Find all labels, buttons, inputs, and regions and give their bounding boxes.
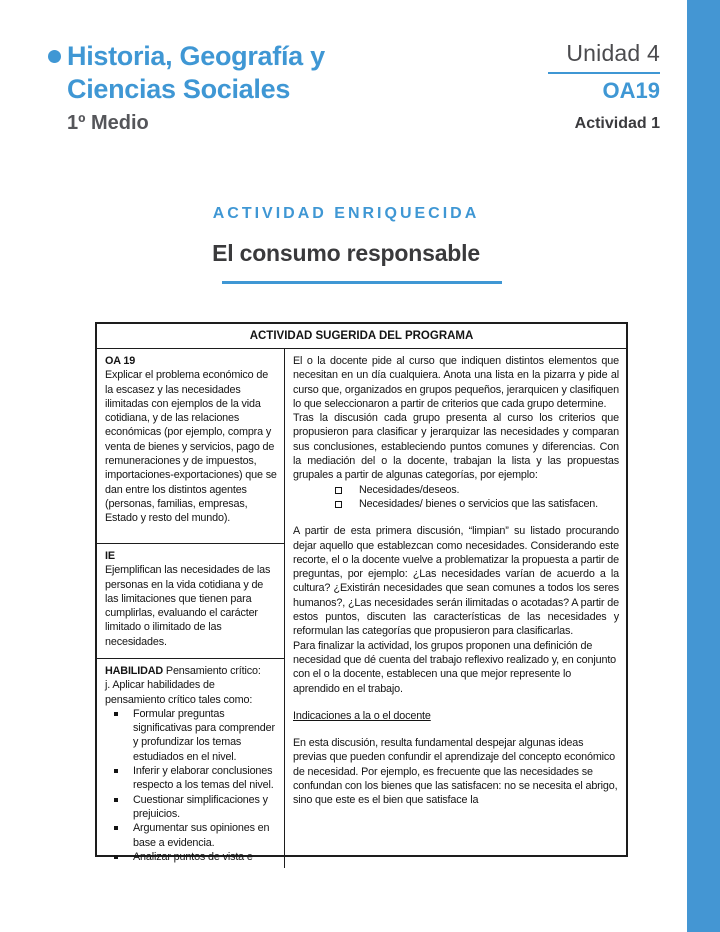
activity-paragraph-3: A partir de esta primera discusión, “limpian” su listado procurando dejar aquello que establezcan como necesidades. Considerando este recorte, el o la docente vuelve a problematizar la propuesta a partir de preguntas, por ejemplo: ¿Las necesidades varían de acuerdo a la cultura? ¿Existirán necesidades que sean comunes a todos los seres humanos?, ¿Las necesidades serán ilimitadas o acotadas? A partir de estos puntos, discuten las características de las necesidades y reformulan las categorías que propusieron para clasificarlas.	[293, 525, 619, 638]
activity-label: Actividad 1	[574, 115, 660, 132]
unit-block	[548, 40, 660, 133]
skill-bullet-list	[105, 707, 277, 864]
subject-text-block	[67, 40, 325, 135]
unit-label: Unidad 4	[566, 40, 660, 66]
table-cell-skill	[97, 659, 284, 868]
table-cell-ie	[97, 544, 284, 659]
grade-label: 1º Medio	[67, 112, 149, 134]
subject-title	[67, 40, 325, 106]
page-title: El consumo responsable	[212, 240, 480, 266]
accent-side-band	[687, 0, 720, 932]
activity-paragraph-4: Para finalizar la actividad, los grupos proponen una definición de necesidad que dé cuenta del trabajo reflexivo realizado y, en conjunto con el o la docente, establecen una que mejor represente lo aprendido en el trabajo.	[293, 639, 617, 695]
program-table	[95, 322, 628, 863]
unit-divider	[548, 72, 660, 74]
skill-bullet-item: Inferir y elaborar conclusiones respecto a los temas del nivel.	[133, 764, 277, 793]
skill-heading	[105, 664, 277, 678]
oa-label: OA 19	[105, 355, 136, 367]
subject-title-line1: Historia, Geografía y	[67, 41, 325, 71]
ie-description: Ejemplifican las necesidades de las personas en la vida cotidiana y de las limitaciones que tienen para cumplirlas, evaluando el carácter limitado o ilimitado de las necesidades.	[105, 564, 271, 648]
skill-bullet-item: Formular preguntas significativas para comprender y profundizar los temas estudiados en el nivel.	[133, 707, 277, 764]
subject-title-line2: Ciencias Sociales	[67, 74, 291, 104]
skill-title: Pensamiento crítico:	[165, 665, 261, 677]
bullet-dot-icon	[48, 50, 61, 63]
skill-bullet-item: Cuestionar simplificaciones y prejuicios.	[133, 793, 277, 822]
skill-label: HABILIDAD	[105, 665, 164, 677]
oa-code-label: OA19	[602, 78, 660, 103]
activity-kicker: ACTIVIDAD ENRIQUECIDA	[212, 205, 480, 222]
skill-bullet-item: Argumentar sus opiniones en base a evidencia.	[133, 821, 277, 850]
table-header: ACTIVIDAD SUGERIDA DEL PROGRAMA	[97, 324, 626, 349]
oa-description: Explicar el problema económico de la escasez y las necesidades ilimitadas con ejemplos de la vida cotidiana, y de las relaciones económicas (por ejemplo, compra y venta de bienes y servicios, pago de remuneraciones y de impuestos, importaciones-exportaciones) que se dan entre los distintos agentes (personas, familias, empresas, Estado y resto del mundo).	[105, 369, 277, 525]
subject-header	[48, 40, 325, 135]
activity-paragraph-2: Tras la discusión cada grupo presenta al curso los criterios que propusieron para clasificar y jerarquizar las necesidades y comparan sus conclusiones, estableciendo puntos comunes y diferencias. Con la mediación del o la docente, trabajan la lista y las propuestas grupales a partir de algunas categorías, por ejemplo:	[293, 412, 619, 482]
skill-bullet-item: Analizar puntos de vista e	[133, 850, 277, 864]
title-underline	[222, 281, 502, 284]
ie-label: IE	[105, 550, 115, 562]
category-bullet-list	[293, 483, 619, 512]
skill-intro: j. Aplicar habilidades de pensamiento crítico tales como:	[105, 679, 253, 706]
activity-paragraph-1: El o la docente pide al curso que indiquen distintos elementos que necesitan en un día cualquiera. Anota una lista en la pizarra y pide al curso que, organizados en grupos pequeños, jerarquicen y clasifiquen lo que seleccionaron a partir de criterios que cada grupo determine.	[293, 355, 619, 410]
indications-heading: Indicaciones a la o el docente	[293, 709, 431, 722]
activity-paragraph-5: En esta discusión, resulta fundamental despejar algunas ideas previas que pueden confundir el aprendizaje del concepto económico de necesidad. Por ejemplo, es frecuente que las necesidades se confundan con los bienes que las satisfacen: no se necesita el abrigo, sino que este es el bien que satisface la	[293, 737, 618, 807]
category-bullet-item: Necesidades/ bienes o servicios que las satisfacen.	[359, 497, 619, 511]
table-cell-oa	[97, 349, 284, 544]
table-cell-activity-description	[284, 349, 626, 868]
category-bullet-item: Necesidades/deseos.	[359, 483, 619, 497]
